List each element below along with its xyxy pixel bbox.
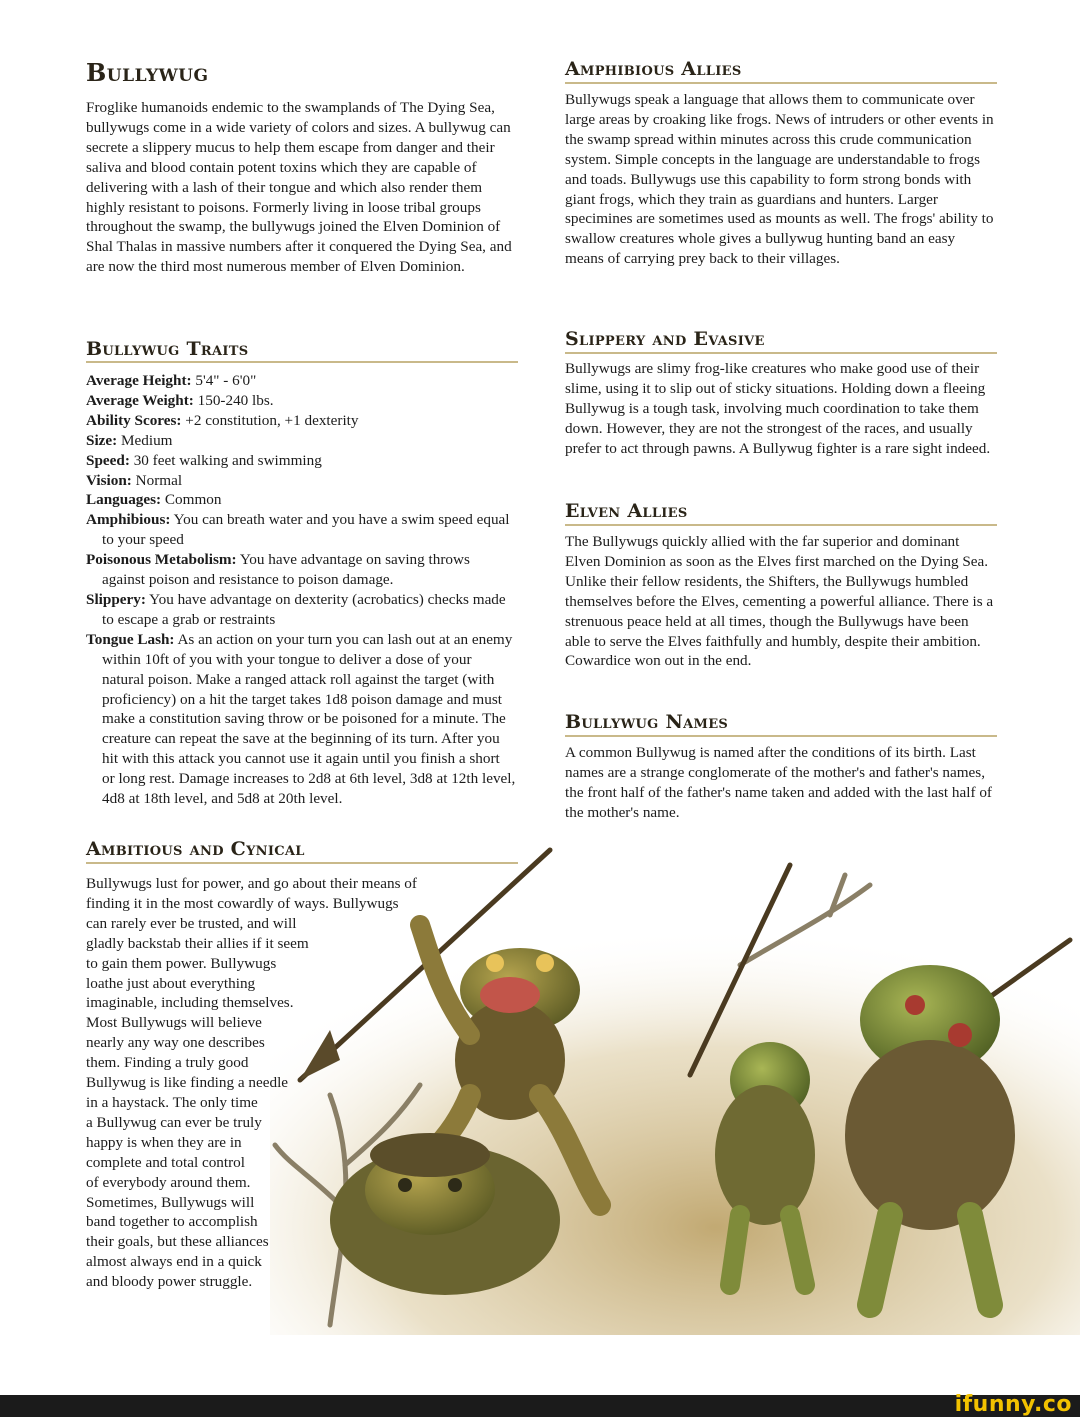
trait-poisonous-metabolism: Poisonous Metabolism: You have advantage on saving throws against poison and resistance to poison damage. — [86, 551, 470, 589]
trait-languages: Languages: Common — [86, 491, 222, 509]
ambitious-line: of everybody around them. — [86, 1173, 251, 1191]
trait-amphibious: Amphibious: You can breath water and you have a swim speed equal to your speed — [86, 511, 510, 549]
slippery-heading-rule — [565, 352, 997, 354]
intro-paragraph: Froglike humanoids endemic to the swamplands of The Dying Sea, bullywugs come in a wide variety of colors and sizes. A bullywug can secrete a slippery mucus to help them escape from danger and their saliva and blood contain potent toxins which they are capable of delivering with a lash of their tongue and which also render them highly resistant to poisons. Formerly living in loose tribal groups throughout the swamp, the bullywugs joined the Elven Dominion of Shal Thalas in massive numbers after it conquered the Dying Sea, and are now the third most numerous member of Elven Dominion. — [86, 99, 512, 276]
ambitious-line: finding it in the most cowardly of ways. Bullywugs — [86, 894, 399, 912]
ambitious-line: loathe just about everything — [86, 974, 256, 992]
ambitious-line: gladly backstab their allies if it seem — [86, 934, 309, 952]
ambitious-line: nearly any way one describes — [86, 1034, 265, 1052]
ambitious-line: complete and total control — [86, 1153, 245, 1171]
ambitious-line: happy is when they are in — [86, 1133, 242, 1151]
trait-slippery: Slippery: You have advantage on dexterity (acrobatics) checks made to escape a grab or restraints — [86, 590, 506, 628]
ambitious-line: their goals, but these alliances — [86, 1233, 269, 1251]
elven-paragraph: The Bullywugs quickly allied with the far superior and dominant Elven Dominion as soon as the Elves first marched on the Dying Sea. Unlike their fellow residents, the Shifters, the Bullywugs humbled themselves before the Elves, cementing a powerful alliance. There is a strenuous peace held at all times, though the Bullywugs have been able to serve the Elves faithfully and humbly, despite their ambition. Cowardice won out in the end. — [565, 533, 994, 670]
ambitious-line: Most Bullywugs will believe — [86, 1014, 262, 1032]
names-heading: Bullywug Names — [565, 711, 729, 733]
trait-speed: Speed: 30 feet walking and swimming — [86, 451, 322, 469]
footer-bar — [0, 1392, 1080, 1417]
ambitious-line: in a haystack. The only time — [86, 1093, 258, 1111]
amphibious-paragraph: Bullywugs speak a language that allows them to communicate over large areas by croaking like frogs. News of intruders or other events in the swamp spread within minutes across this crude communication system. Simple concepts in the language are understandable to frogs and toads. Bullywugs use this capability to form strong bonds with giant frogs, which they train as guardians and hunters. Larger specimines are sometimes used as mounts as well. The frogs' ability to swallow creatures whole gives a bullywug hunting band an easy means of carrying prey back to their villages. — [565, 91, 994, 268]
ambitious-line: to gain them power. Bullywugs — [86, 954, 277, 972]
trait-vision: Vision: Normal — [86, 471, 183, 489]
names-heading-rule — [565, 735, 997, 737]
amphibious-heading: Amphibious Allies — [565, 58, 742, 80]
ambitious-heading: Ambitious and Cynical — [86, 838, 305, 860]
trait-ability-scores: Ability Scores: +2 constitution, +1 dexterity — [86, 411, 359, 429]
ambitious-line: almost always end in a quick — [86, 1253, 262, 1271]
ambitious-line: band together to accomplish — [86, 1213, 258, 1231]
elven-heading: Elven Allies — [565, 500, 688, 522]
traits-heading-rule — [86, 361, 518, 363]
ambitious-line: imaginable, including themselves. — [86, 994, 294, 1012]
ambitious-line: a Bullywug can ever be truly — [86, 1113, 262, 1131]
slippery-paragraph: Bullywugs are slimy frog-like creatures who make good use of their slime, using it to slip out of sticky situations. Holding down a fleeing Bullywug is a tough task, involving much coordination to take them down. However, they are not the strongest of the races, and usually prefer to act through pawns. A Bullywug fighter is a rare sight indeed. — [565, 360, 991, 457]
ambitious-line: them. Finding a truly good — [86, 1054, 249, 1072]
watermark-logo: ifunny.co — [954, 1392, 1072, 1417]
page-title: Bullywug — [86, 58, 209, 87]
trait-height: Average Height: 5'4" - 6'0" — [86, 372, 257, 389]
traits-list — [86, 371, 516, 809]
amphibious-heading-rule — [565, 82, 997, 84]
elven-heading-rule — [565, 524, 997, 526]
trait-weight: Average Weight: 150-240 lbs. — [86, 391, 274, 409]
trait-size: Size: Medium — [86, 431, 173, 449]
trait-tongue-lash: Tongue Lash: As an action on your turn you can lash out at an enemy within 10ft of you with your tongue to deliver a dose of your natural poison. Make a ranged attack roll against the target (with proficiency) on a hit the target takes 1d8 poison damage and must make a constitution saving throw or be poisoned for a minute. The creature can repeat the save at the beginning of its turn. After you hit with this attack you cannot use it again until you finish a short or long rest. Damage increases to 2d8 at 6th level, 3d8 at 12th level, 4d8 at 18th level, and 5d8 at 20th level. — [86, 630, 516, 808]
ambitious-line: and bloody power struggle. — [86, 1273, 253, 1291]
traits-heading: Bullywug Traits — [86, 338, 249, 360]
ambitious-line: Sometimes, Bullywugs will — [86, 1193, 255, 1211]
names-paragraph: A common Bullywug is named after the conditions of its birth. Last names are a strange conglomerate of the mother's and father's names, the front half of the father's name taken and added with the last half of the mother's name. — [565, 744, 992, 821]
ambitious-paragraph — [86, 874, 476, 1292]
slippery-heading: Slippery and Evasive — [565, 328, 765, 350]
ambitious-line: Bullywug is like finding a needle — [86, 1074, 289, 1092]
ambitious-line: can rarely ever be trusted, and will — [86, 914, 297, 932]
ambitious-line: Bullywugs lust for power, and go about their means of — [86, 875, 417, 892]
